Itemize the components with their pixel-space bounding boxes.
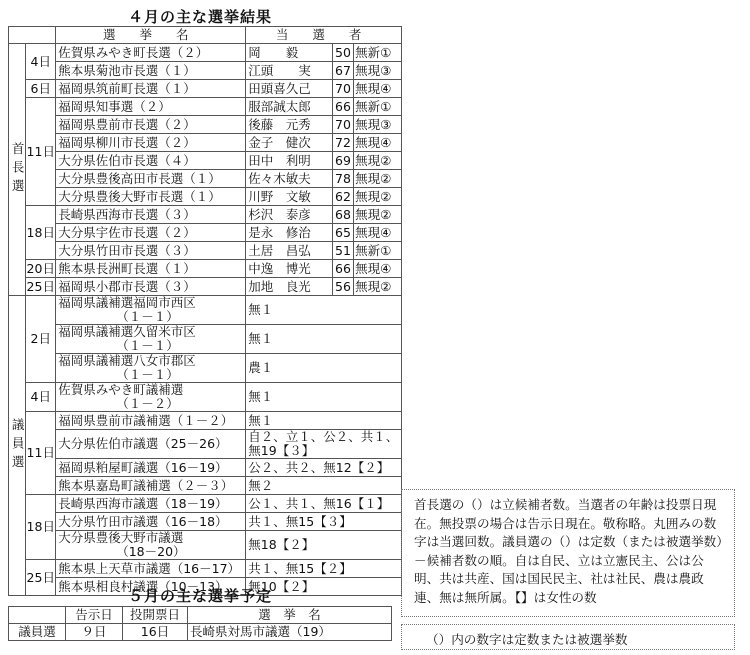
winner-name: 江頭 実 xyxy=(246,62,332,80)
schedule-header-vote: 投開票日 xyxy=(123,607,188,624)
winner-name: 岡 毅 xyxy=(246,44,332,62)
day-cell: 11日 xyxy=(26,412,56,495)
winner-name: 服部誠太郎 xyxy=(246,98,332,116)
winner-status: 無新① xyxy=(354,44,402,62)
table-row xyxy=(9,116,402,134)
table-row xyxy=(9,188,402,206)
election-name: 大分県豊後大野市長選（１） xyxy=(56,188,246,206)
election-name xyxy=(56,495,246,513)
winner-age: 50 xyxy=(332,44,353,62)
election-name-line1: 熊本県相良村議選（10－13） xyxy=(58,578,228,594)
election-name-line2: （１－２） xyxy=(116,396,179,411)
winner-name: 佐々木敏夫 xyxy=(246,170,332,188)
result-cell: 無１ xyxy=(246,412,402,430)
table-row xyxy=(9,459,402,477)
result-cell: 無２ xyxy=(246,477,402,495)
election-name-line1: 熊本県上天草市議選（16－17） xyxy=(58,560,241,576)
election-name: 大分県佐伯市長選（４） xyxy=(56,152,246,170)
winner-name: 田中 利明 xyxy=(246,152,332,170)
result-cell: 共１、無15【２】 xyxy=(246,560,402,578)
election-name xyxy=(56,296,246,325)
winner-name: 川野 文敏 xyxy=(246,188,332,206)
result-cell: 共１、無15【３】 xyxy=(246,513,402,531)
election-name: 福岡県知事選（２） xyxy=(56,98,246,116)
schedule-table xyxy=(8,606,392,641)
category-mayor: 首長選 xyxy=(9,44,26,296)
winner-age: 70 xyxy=(332,116,353,134)
winner-status: 無現③ xyxy=(354,116,402,134)
table-row xyxy=(9,412,402,430)
winner-status: 無新① xyxy=(354,98,402,116)
schedule-type: 議員選 xyxy=(9,624,66,641)
table-row xyxy=(9,44,402,62)
election-name: 大分県竹田市長選（３） xyxy=(56,242,246,260)
election-name-line2: （１－１） xyxy=(116,367,179,382)
day-cell: 4日 xyxy=(26,383,56,412)
winner-status: 無新① xyxy=(354,242,402,260)
table-row xyxy=(9,170,402,188)
category-council: 議員選 xyxy=(9,296,26,596)
winner-age: 65 xyxy=(332,224,353,242)
winner-status: 無現④ xyxy=(354,134,402,152)
election-name xyxy=(56,412,246,430)
winner-age: 66 xyxy=(332,98,353,116)
footnote: （）内の数字は定数または被選挙数 xyxy=(401,624,735,650)
table-row xyxy=(9,495,402,513)
election-name: 福岡県小郡市長選（３） xyxy=(56,278,246,296)
table-row xyxy=(9,224,402,242)
winner-status: 無現③ xyxy=(354,62,402,80)
day-cell: 4日 xyxy=(26,44,56,80)
results-title: ４月の主な選挙結果 xyxy=(127,8,272,26)
winner-name: 土居 昌弘 xyxy=(246,242,332,260)
schedule-vote-day: 16日 xyxy=(123,624,188,641)
result-cell: 無１ xyxy=(246,296,402,325)
day-cell: 25日 xyxy=(26,278,55,294)
election-name xyxy=(56,459,246,477)
schedule-header-blank xyxy=(9,607,66,624)
election-name-line1: 福岡県豊前市議補選（１－２） xyxy=(58,412,234,428)
table-header xyxy=(9,27,402,44)
table-row xyxy=(9,430,402,459)
election-name-line1: 熊本県嘉島町議補選（２－３） xyxy=(58,477,234,493)
winner-status: 無現④ xyxy=(354,80,402,98)
legend-note: 首長選の（）は立候補者数。当選者の年齢は投票日現在。無投票の場合は告示日現在。敬称略。丸囲みの数字は当選回数。議員選の（）は定数（または被選挙数）－候補者数の順。自は自民、立は立憲民主、公は公明、共は共産、国は国民民主、社は社民、農は農政連、無は無所属。【】は女性の数 xyxy=(401,489,735,617)
table-row xyxy=(9,531,402,560)
election-name: 佐賀県みやき町長選（２） xyxy=(56,44,246,62)
winner-age: 68 xyxy=(332,206,353,224)
election-name-line1: 福岡県議補選福岡市西区 xyxy=(58,295,196,310)
election-name-line1: 長崎県西海市議選（18－19） xyxy=(58,495,228,511)
day-cell: 25日 xyxy=(26,560,56,596)
election-name: 大分県宇佐市長選（２） xyxy=(56,224,246,242)
election-name: 福岡県豊前市長選（２） xyxy=(56,116,246,134)
result-cell: 農１ xyxy=(246,354,402,383)
winner-name: 後藤 元秀 xyxy=(246,116,332,134)
election-name-line1: 大分県佐伯市議選（25－26） xyxy=(58,436,228,451)
day-cell: 20日 xyxy=(26,260,55,276)
election-name xyxy=(56,325,246,354)
election-name-line2: （１－１） xyxy=(116,338,179,353)
winner-age: 51 xyxy=(332,242,353,260)
table-row xyxy=(9,242,402,260)
election-name-line1: 福岡県議補選久留米市区 xyxy=(58,324,196,339)
table-row xyxy=(9,513,402,531)
election-name: 長崎県西海市長選（３） xyxy=(56,206,246,224)
schedule-title: ５月の主な選挙予定 xyxy=(127,587,272,605)
winner-status: 無現④ xyxy=(354,224,402,242)
winner-name: 是永 修治 xyxy=(246,224,332,242)
election-name xyxy=(56,560,246,578)
election-name xyxy=(56,477,246,495)
election-name-line1: 福岡県粕屋町議選（16－19） xyxy=(58,459,228,475)
election-name-line1: 佐賀県みやき町議補選 xyxy=(58,382,184,397)
schedule-header-name: 選 挙 名 xyxy=(188,607,392,624)
election-name-line1: 福岡県議補選八女市郡区 xyxy=(58,353,196,368)
table-row xyxy=(9,80,402,98)
table-row xyxy=(9,296,402,325)
table-row xyxy=(9,134,402,152)
day-cell: 6日 xyxy=(26,80,56,98)
winner-status: 無現② xyxy=(354,278,402,296)
winner-status: 無現② xyxy=(354,188,402,206)
table-row xyxy=(9,325,402,354)
winner-age: 69 xyxy=(332,152,353,170)
header-winner: 当 選 者 xyxy=(246,27,402,44)
table-row xyxy=(9,354,402,383)
table-row xyxy=(9,152,402,170)
result-cell: 公２、共２、無12【２】 xyxy=(246,459,402,477)
schedule-notice-day: ９日 xyxy=(66,624,123,641)
winner-status: 無現④ xyxy=(354,260,402,278)
election-name: 熊本県菊池市長選（１） xyxy=(56,62,246,80)
election-name xyxy=(56,430,246,459)
table-row xyxy=(9,98,402,116)
winner-age: 72 xyxy=(332,134,353,152)
election-name-line1: 大分県竹田市議選（16－18） xyxy=(58,513,228,529)
schedule-election-name: 長崎県対馬市議選（19） xyxy=(188,624,392,641)
table-row xyxy=(9,62,402,80)
result-cell: 無10【２】 xyxy=(246,578,402,596)
schedule-header-notice: 告示日 xyxy=(66,607,123,624)
day-cell: 18日 xyxy=(26,495,56,560)
result-cell: 無１ xyxy=(246,383,402,412)
winner-age: 78 xyxy=(332,170,353,188)
winner-name: 中逸 博光 xyxy=(246,260,332,278)
result-cell: 無１ xyxy=(246,325,402,354)
result-cell: 自２、立１、公２、共１、無19【３】 xyxy=(246,430,402,459)
election-name-line1: 大分県豊後大野市議選 xyxy=(58,530,184,545)
election-name xyxy=(56,354,246,383)
results-table xyxy=(8,26,402,596)
election-name: 大分県豊後高田市長選（１） xyxy=(56,170,246,188)
winner-age: 67 xyxy=(332,62,353,80)
result-cell: 公１、共１、無16【１】 xyxy=(246,495,402,513)
election-name: 福岡県筑前町長選（１） xyxy=(56,80,246,98)
winner-name: 田頭喜久己 xyxy=(246,80,332,98)
winner-age: 56 xyxy=(332,278,353,296)
election-name xyxy=(56,513,246,531)
result-cell: 無18【２】 xyxy=(246,531,402,560)
winner-name: 杉沢 泰彦 xyxy=(246,206,332,224)
winner-status: 無現② xyxy=(354,170,402,188)
election-name: 熊本県長洲町長選（１） xyxy=(56,260,246,278)
table-row xyxy=(9,624,392,641)
winner-status: 無現② xyxy=(354,206,402,224)
table-row xyxy=(9,383,402,412)
table-row xyxy=(9,260,402,278)
election-name-line2: （18－20） xyxy=(116,544,186,559)
winner-name: 加地 良光 xyxy=(246,278,332,296)
header-blank xyxy=(9,27,56,44)
table-row xyxy=(9,560,402,578)
table-row xyxy=(9,278,402,296)
day-cell: 2日 xyxy=(26,296,56,383)
winner-name: 金子 健次 xyxy=(246,134,332,152)
winner-age: 66 xyxy=(332,260,353,278)
table-row xyxy=(9,206,402,224)
table-row xyxy=(9,477,402,495)
day-cell: 18日 xyxy=(26,206,56,260)
winner-age: 70 xyxy=(332,80,353,98)
header-name: 選 挙 名 xyxy=(56,27,246,44)
election-name-line2: （１－１） xyxy=(116,309,179,324)
day-cell: 11日 xyxy=(26,98,56,206)
winner-age: 62 xyxy=(332,188,353,206)
election-name xyxy=(56,531,246,560)
election-name xyxy=(56,383,246,412)
election-name: 福岡県柳川市長選（２） xyxy=(56,134,246,152)
winner-status: 無現② xyxy=(354,152,402,170)
